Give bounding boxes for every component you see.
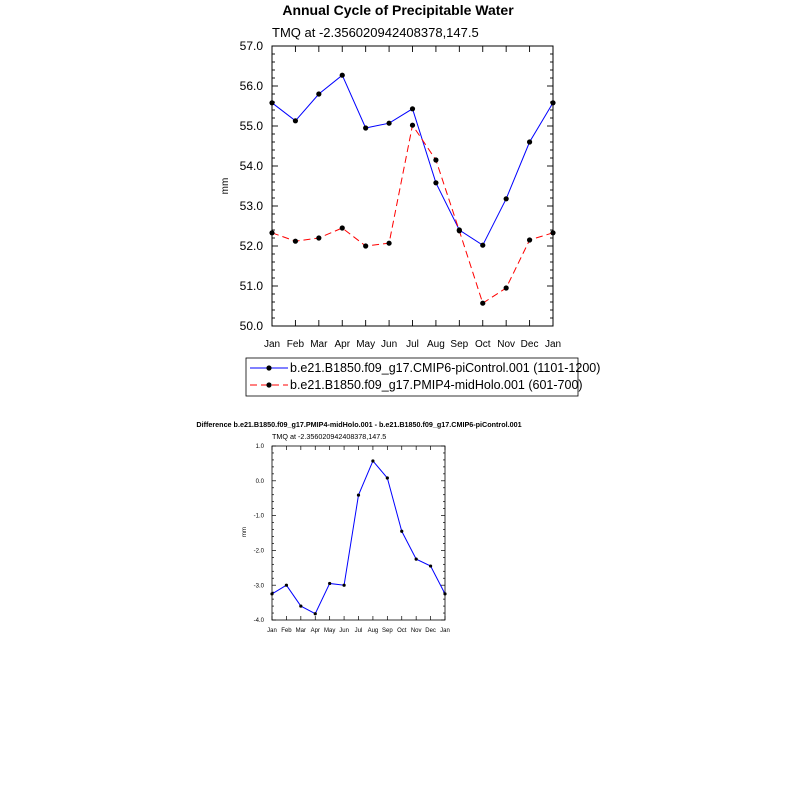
y-tick-label: 50.0 <box>239 319 263 334</box>
legend-label-series-1: b.e21.B1850.f09_g17.CMIP6-piControl.001 (1101-1200) <box>290 361 601 375</box>
series-line-2 <box>272 125 553 303</box>
x-tick-label: Jan <box>544 339 562 350</box>
data-point <box>429 564 432 567</box>
y-tick-label: 56.0 <box>239 79 263 94</box>
data-point <box>480 243 485 248</box>
data-point <box>400 530 403 533</box>
data-point <box>316 91 321 96</box>
x-tick-label: Jan <box>440 628 450 634</box>
x-tick-label: Mar <box>295 628 307 634</box>
data-point <box>410 106 415 111</box>
x-tick-label: Dec <box>520 339 539 350</box>
x-tick-label: Jul <box>354 628 363 634</box>
data-point <box>550 100 555 105</box>
data-point <box>527 237 532 242</box>
data-point <box>340 73 345 78</box>
x-tick-label: Nov <box>497 339 516 350</box>
y-tick-label: 53.0 <box>239 199 263 214</box>
x-tick-label: Dec <box>425 628 436 634</box>
data-point <box>415 558 418 561</box>
plot-frame <box>272 46 553 326</box>
data-point <box>314 612 317 615</box>
top-chart-plot <box>240 39 561 350</box>
legend-marker-series-1 <box>266 365 271 370</box>
data-point <box>342 584 345 587</box>
x-tick-label: Sep <box>450 339 469 350</box>
y-tick-label: 51.0 <box>239 279 263 294</box>
data-point <box>269 230 274 235</box>
x-tick-label: Feb <box>286 339 305 350</box>
data-point <box>357 493 360 496</box>
y-tick-label: 54.0 <box>239 159 263 174</box>
series-line-1 <box>272 75 553 245</box>
legend-marker-series-2 <box>266 382 271 387</box>
x-tick-label: Aug <box>427 339 445 350</box>
x-tick-label: Apr <box>310 628 320 634</box>
data-point <box>410 123 415 128</box>
y-tick-label: 55.0 <box>239 119 263 134</box>
data-point <box>299 604 302 607</box>
data-point <box>480 301 485 306</box>
data-point <box>443 592 446 595</box>
y-tick-label: -3.0 <box>253 583 264 590</box>
top-chart-title: Annual Cycle of Precipitable Water <box>282 2 514 18</box>
y-tick-label: -2.0 <box>253 548 264 555</box>
x-tick-label: Mar <box>310 339 328 350</box>
bottom-chart-plot <box>254 444 450 634</box>
data-point <box>269 100 274 105</box>
data-point <box>293 239 298 244</box>
x-tick-label: May <box>323 628 336 634</box>
x-tick-label: Oct <box>474 339 491 350</box>
data-point <box>340 225 345 230</box>
bottom-chart-title: Difference b.e21.B1850.f09_g17.PMIP4-midHolo.001 - b.e21.B1850.f09_g17.CMIP6-piControl.001 <box>196 420 522 429</box>
top-chart-subtitle: TMQ at -2.356020942408378,147.5 <box>272 25 479 40</box>
data-point <box>504 196 509 201</box>
data-point <box>386 121 391 126</box>
data-point <box>433 180 438 185</box>
data-point <box>363 125 368 130</box>
data-point <box>386 241 391 246</box>
y-tick-label: -1.0 <box>253 513 264 520</box>
data-point <box>527 139 532 144</box>
x-tick-label: Jun <box>339 628 349 634</box>
data-point <box>270 592 273 595</box>
y-tick-label: -4.0 <box>253 618 264 625</box>
top-chart-ylabel: mm <box>220 177 231 195</box>
x-tick-label: Jul <box>406 339 419 350</box>
bottom-chart-subtitle: TMQ at -2.356020942408378,147.5 <box>272 432 387 441</box>
x-tick-label: Jan <box>267 628 277 634</box>
plot-frame <box>272 446 445 620</box>
data-point <box>457 228 462 233</box>
x-tick-label: Apr <box>334 339 351 350</box>
data-point <box>371 459 374 462</box>
x-tick-label: Oct <box>397 628 407 634</box>
x-tick-label: Feb <box>281 628 292 634</box>
data-point <box>550 230 555 235</box>
y-tick-label: 1.0 <box>255 444 264 451</box>
data-point <box>293 118 298 123</box>
series-line-1 <box>272 461 445 614</box>
y-tick-label: 52.0 <box>239 239 263 254</box>
data-point <box>285 584 288 587</box>
legend-label-series-2: b.e21.B1850.f09_g17.PMIP4-midHolo.001 (601-700) <box>290 378 583 392</box>
data-point <box>433 157 438 162</box>
x-tick-label: Jun <box>381 339 398 350</box>
y-tick-label: 57.0 <box>239 39 263 54</box>
y-tick-label: 0.0 <box>255 478 264 485</box>
data-point <box>328 582 331 585</box>
data-point <box>386 476 389 479</box>
x-tick-label: Nov <box>410 628 422 634</box>
data-point <box>316 235 321 240</box>
x-tick-label: Sep <box>381 628 393 634</box>
x-tick-label: Jan <box>263 339 281 350</box>
data-point <box>504 285 509 290</box>
x-tick-label: May <box>356 339 376 350</box>
x-tick-label: Aug <box>367 628 379 634</box>
data-point <box>363 243 368 248</box>
top-chart-legend <box>246 358 600 396</box>
bottom-chart-ylabel: mm <box>242 527 248 537</box>
